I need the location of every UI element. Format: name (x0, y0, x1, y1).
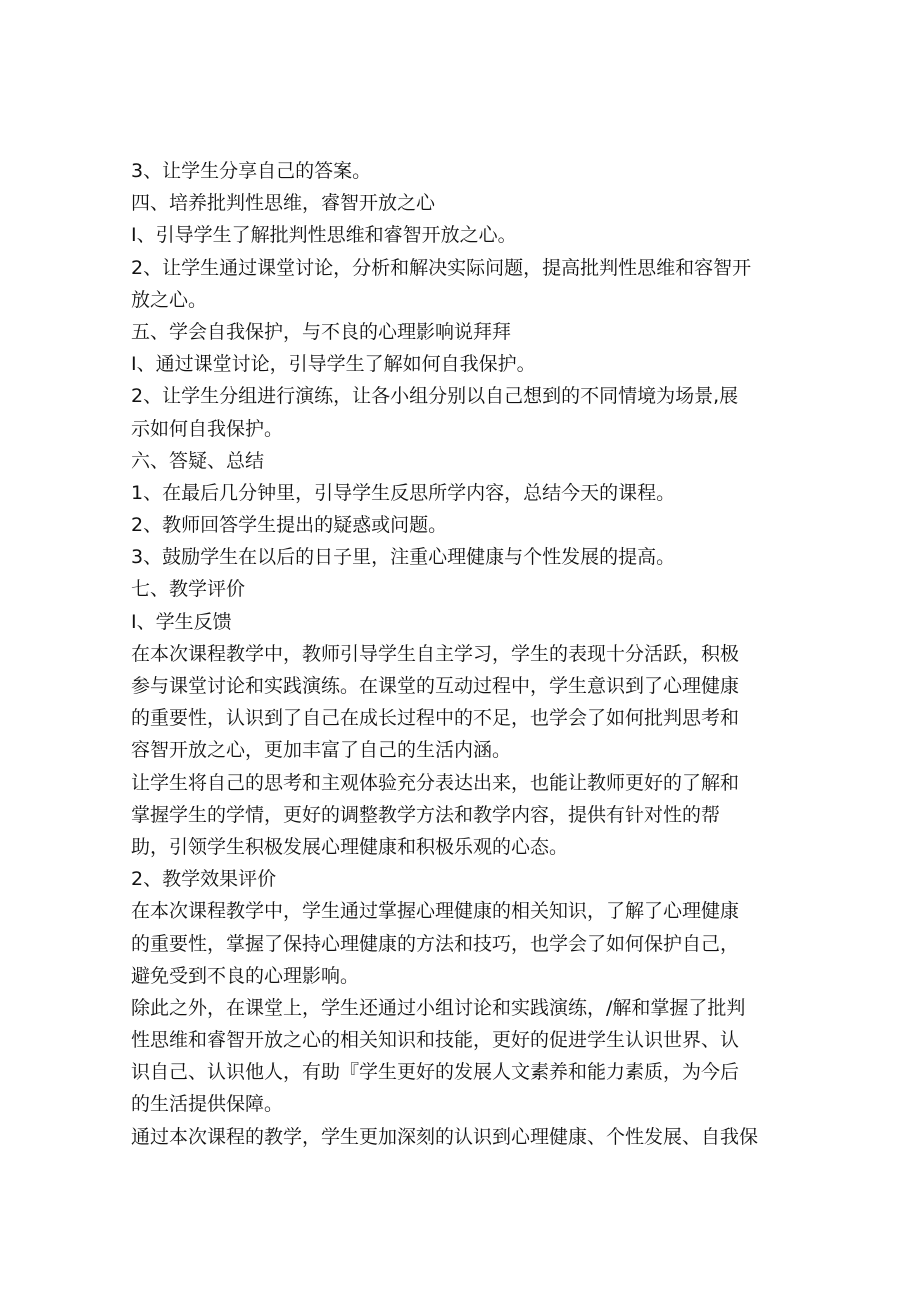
text-line: I、引导学生了解批判性思维和睿智开放之心。 (131, 224, 517, 247)
text-line: 2、让学生通过课堂讨论，分析和解决实际问题，提高批判性思维和容智开 (131, 256, 752, 279)
text-line: 2、教师回答学生提出的疑惑或问题。 (131, 514, 448, 537)
section-heading: 五、学会自我保护，与不良的心理影响说拜拜 (131, 320, 512, 343)
text-line: 2、让学生分组进行演练，让各小组分别以自己想到的不同情境为场景,展 (131, 385, 739, 408)
text-line: 除此之外，在课堂上，学生还通过小组讨论和实践演练，/解和掌握了批判 (131, 996, 746, 1019)
text-line: 示如何自我保护。 (131, 417, 284, 440)
text-line: 通过本次课程的教学，学生更加深刻的认识到心理健康、个性发展、自我保 (131, 1125, 759, 1148)
text-line: 的生活提供保障。 (131, 1093, 284, 1116)
text-line: 3、鼓励学生在以后的日子里，注重心理健康与个性发展的提高。 (131, 546, 676, 569)
text-line: 性思维和睿智开放之心的相关知识和技能，更好的促进学生认识世界、认 (131, 1029, 740, 1052)
section-heading: 七、教学评价 (131, 578, 246, 601)
text-line: 容智开放之心，更加丰富了自己的生活内涵。 (131, 739, 512, 762)
subsection-heading: I、学生反馈 (131, 610, 232, 633)
text-line: 助，引领学生积极发展心理健康和积极乐观的心态。 (131, 835, 569, 858)
text-line: 1、在最后几分钟里，引导学生反思所学内容，总结今天的课程。 (131, 481, 676, 504)
document-body (131, 155, 803, 1153)
text-line: 的重要性，认识到了自己在成长过程中的不足，也学会了如何批判思考和 (131, 707, 740, 730)
text-line: 在本次课程教学中，学生通过掌握心理健康的相关知识，了解了心理健康 (131, 900, 740, 923)
text-line: 识自己、认识他人，有助『学生更好的发展人文素养和能力素质，为今后 (131, 1061, 740, 1084)
text-line: 放之心。 (131, 288, 208, 311)
section-heading: 六、答疑、总结 (131, 449, 265, 472)
text-line: 避免受到不良的心理影响。 (131, 964, 360, 987)
subsection-heading: 2、教学效果评价 (131, 868, 277, 891)
text-line: 的重要性，掌握了保持心理健康的方法和技巧，也学会了如何保护自己， (131, 932, 740, 955)
section-heading: 四、培养批判性思维，睿智开放之心 (131, 192, 436, 215)
text-line: 掌握学生的学情，更好的调整教学方法和教学内容，提供有针对性的帮 (131, 803, 721, 826)
text-line: 让学生将自己的思考和主观体验充分表达出来，也能让教师更好的了解和 (131, 771, 740, 794)
text-line: 在本次课程教学中，教师引导学生自主学习，学生的表现十分活跃，积极 (131, 642, 740, 665)
text-line: 3、让学生分享自己的答案。 (131, 160, 372, 182)
text-line: 参与课堂讨论和实践演练。在课堂的互动过程中，学生意识到了心理健康 (131, 675, 740, 697)
text-line: I、通过课堂讨论，引导学生了解如何自我保护。 (131, 353, 536, 376)
